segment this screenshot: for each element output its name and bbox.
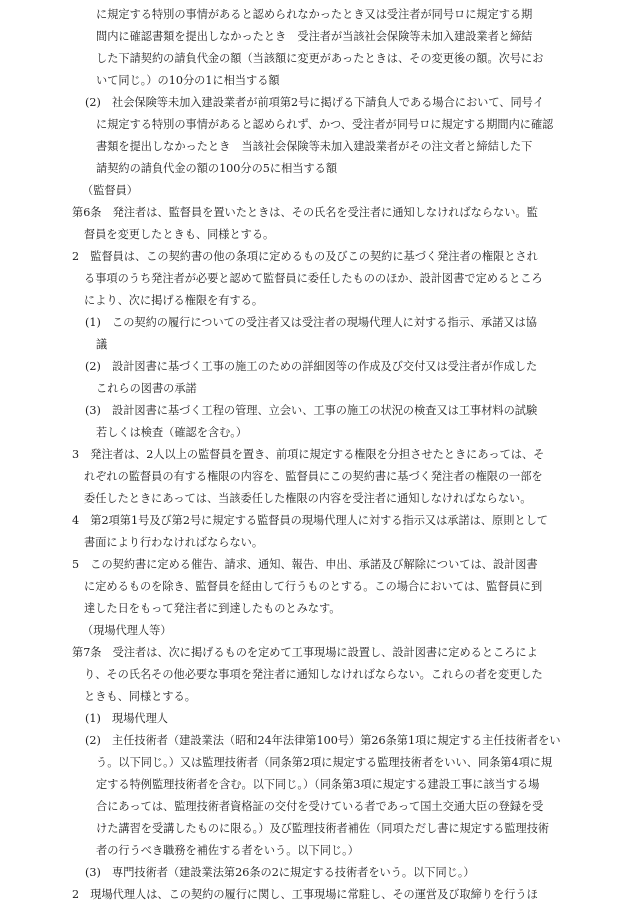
text-line: ときも、同様とする。 (84, 690, 196, 703)
item-line: (1) この契約の履行についての受注者又は受注者の現場代理人に対する指示、承諾又は協 (85, 316, 537, 329)
text-line: 定する特例監理技術者を含む。以下同じ。）（同条第3項に規定する建設工事に該当する場 (96, 778, 540, 791)
text-line: 者の行うべき職務を補佐する者をいう。以下同じ。） (96, 844, 359, 857)
text-line: う。以下同じ。）又は監理技術者（同条第2項に規定する監理技術者をいい、同条第4項に規 (96, 756, 553, 769)
section-heading: （現場代理人等） (82, 624, 172, 637)
text-line: に規定する特別の事情があると認められなかったとき又は受注者が同号ロに規定する期 (96, 8, 533, 21)
text-line: 請契約の請負代金の額の100分の5に相当する額 (96, 162, 338, 175)
item-line: (2) 社会保険等未加入建設業者が前項第2号に掲げる下請負人である場合において、同号イ (85, 96, 545, 109)
text-line: けた講習を受講したものに限る。）及び監理技術者補佐（同項ただし書に規定する監理技術 (96, 822, 550, 835)
item-line: (1) 現場代理人 (85, 712, 168, 725)
text-line: これらの図書の承諾 (96, 382, 197, 395)
text-line: に定めるものを除き、監督員を経由して行うものとする。この場合においては、監督員に到 (84, 580, 543, 593)
item-line: (3) 専門技術者（建設業法第26条の2に規定する技術者をいう。以下同じ。） (85, 866, 475, 879)
text-line: した下請契約の請負代金の額（当該額に変更があったときは、その変更後の額。次号にお (96, 52, 544, 65)
text-line: 達した日をもって発注者に到達したものとみなす。 (84, 602, 341, 615)
article-line: 第6条 発注者は、監督員を置いたときは、その氏名を受注者に通知しなければならない。監 (72, 206, 538, 219)
text-line: により、次に掲げる権限を有する。 (84, 294, 264, 307)
text-line: 書面により行わなければならない。 (84, 536, 264, 549)
text-line: 委任したときにあっては、当該委任した権限の内容を受注者に通知しなければならない。 (84, 492, 532, 505)
section-heading: （監督員） (82, 184, 138, 197)
text-line: 書類を提出しなかったとき 当該社会保険等未加入建設業者がその注文者と締結した下 (96, 140, 533, 153)
text-line: る事項のうち発注者が必要と認めて監督員に委任したもののほか、設計図書で定めるところ (84, 272, 543, 285)
paragraph-line: 3 発注者は、2人以上の監督員を置き、前項に規定する権限を分担させたときにあっては、そ (72, 448, 545, 461)
item-line: (2) 設計図書に基づく工事の施工のための詳細図等の作成及び交付又は受注者が作成した (85, 360, 538, 373)
paragraph-line: 4 第2項第1号及び第2号に規定する監督員の現場代理人に対する指示又は承諾は、原則として (72, 514, 548, 527)
article-line: 第7条 受注者は、次に掲げるものを定めて工事現場に設置し、設計図書に定めるところによ (72, 646, 538, 659)
text-line: に規定する特別の事情があると認められず、かつ、受注者が同号ロに規定する期間内に確認 (96, 118, 554, 131)
text-line: れぞれの監督員の有する権限の内容を、監督員にこの契約書に基づく発注者の権限の一部を (84, 470, 543, 483)
text-line: 議 (96, 338, 108, 351)
text-line: 合にあっては、監理技術者資格証の交付を受けている者であって国土交通大臣の登録を受 (96, 800, 544, 813)
paragraph-line: 5 この契約書に定める催告、請求、通知、報告、申出、承諾及び解除については、設計図書 (72, 558, 538, 571)
item-line: (2) 主任技術者（建設業法（昭和24年法律第100号）第26条第1項に規定する主任技術者をい (85, 734, 561, 747)
text-line: 若しくは検査（確認を含む。） (96, 426, 248, 439)
text-line: いて同じ。）の10分の1に相当する額 (96, 74, 280, 87)
paragraph-line: 2 現場代理人は、この契約の履行に関し、工事現場に常駐し、その運営及び取締りを行うほ (72, 888, 538, 901)
text-line: 督員を変更したときも、同様とする。 (84, 228, 275, 241)
item-line: (3) 設計図書に基づく工程の管理、立会い、工事の施工の状況の検査又は工事材料の試験 (85, 404, 538, 417)
text-line: 間内に確認書類を提出しなかったとき 受注者が当該社会保険等未加入建設業者と締結 (96, 30, 533, 43)
paragraph-line: 2 監督員は、この契約書の他の条項に定めるもの及びこの契約に基づく発注者の権限とされ (72, 250, 538, 263)
text-line: り、その氏名その他必要な事項を発注者に通知しなければならない。これらの者を変更した (84, 668, 543, 681)
